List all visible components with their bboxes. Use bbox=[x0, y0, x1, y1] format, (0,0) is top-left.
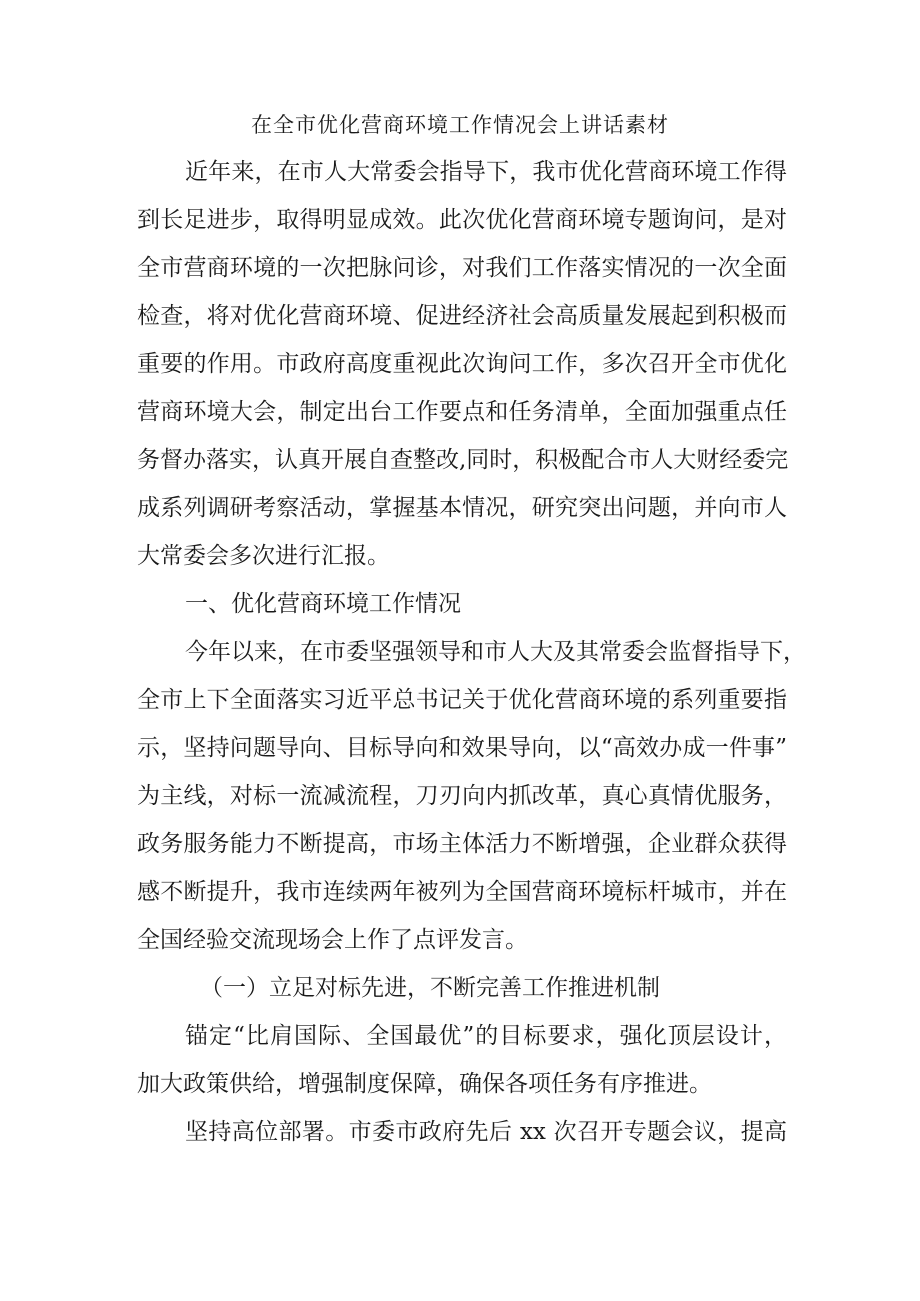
text-line: 锚定“比肩国际、全国最优”的目标要求，强化顶层设计， bbox=[185, 1023, 787, 1049]
text-line: 坚持高位部署。市委市政府先后 xx 次召开专题会议，提高 bbox=[185, 1119, 787, 1145]
text-line: 政务服务能力不断提高，市场主体活力不断增强，企业群众获得 bbox=[137, 831, 787, 857]
text-line: 全市上下全面落实习近平总书记关于优化营商环境的系列重要指 bbox=[137, 687, 787, 713]
text-line: 为主线，对标一流减流程，刀刃向内抓改革，真心真情优服务， bbox=[137, 783, 787, 809]
text-line: 务督办落实，认真开展自查整改,同时，积极配合市人大财经委完 bbox=[137, 447, 789, 473]
text-line: 重要的作用。市政府高度重视此次询问工作，多次召开全市优化 bbox=[137, 351, 787, 377]
text-line: 近年来，在市人大常委会指导下，我市优化营商环境工作得 bbox=[185, 159, 787, 185]
text-line: 加大政策供给，增强制度保障，确保各项任务有序推进。 bbox=[137, 1071, 712, 1097]
text-line: 到长足进步，取得明显成效。此次优化营商环境专题询问，是对 bbox=[137, 207, 787, 233]
subsection-heading: （一）立足对标先进，不断完善工作推进机制 bbox=[200, 975, 660, 1001]
text-line: 大常委会多次进行汇报。 bbox=[137, 543, 390, 569]
text-line: 感不断提升，我市连续两年被列为全国营商环境标杆城市，并在 bbox=[137, 879, 787, 905]
text-line: 全国经验交流现场会上作了点评发言。 bbox=[137, 927, 528, 953]
document-title: 在全市优化营商环境工作情况会上讲话素材 bbox=[251, 113, 669, 137]
text-line: 今年以来，在市委坚强领导和市人大及其常委会监督指导下， bbox=[185, 639, 806, 665]
text-line: 营商环境大会，制定出台工作要点和任务清单，全面加强重点任 bbox=[137, 399, 787, 425]
text-line: 示，坚持问题导向、目标导向和效果导向，以“高效办成一件事” bbox=[137, 735, 787, 761]
section-heading: 一、优化营商环境工作情况 bbox=[185, 591, 461, 617]
text-line: 全市营商环境的一次把脉问诊，对我们工作落实情况的一次全面 bbox=[137, 255, 787, 281]
text-line: 检查，将对优化营商环境、促进经济社会高质量发展起到积极而 bbox=[137, 303, 787, 329]
text-line: 成系列调研考察活动，掌握基本情况，研究突出问题，并向市人 bbox=[137, 495, 787, 521]
